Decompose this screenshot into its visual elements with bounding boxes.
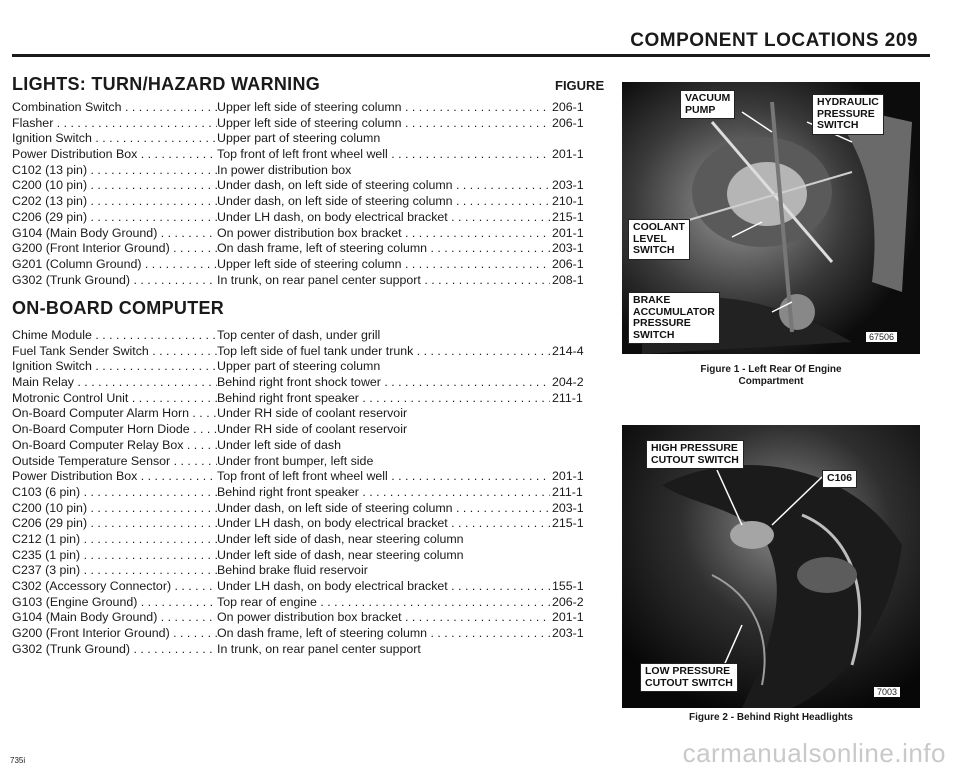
component-name: C202 (13 pin) . . .	[12, 194, 217, 210]
component-location: Top left side of fuel tank under trunk . . .	[217, 344, 550, 360]
component-name: On-Board Computer Relay Box . . .	[12, 438, 217, 454]
component-name: Flasher . . .	[12, 116, 217, 132]
component-name: Combination Switch . . .	[12, 100, 217, 116]
figure-reference: 201-1	[552, 147, 584, 162]
component-name: C206 (29 pin) . . .	[12, 516, 217, 532]
computer-entry	[12, 469, 602, 485]
component-name: Chime Module . . .	[12, 328, 217, 344]
component-location: Behind brake fluid reservoir	[217, 563, 550, 579]
page-title: COMPONENT LOCATIONS 209	[630, 30, 918, 51]
figure-1-caption: Figure 1 - Left Rear Of Engine Compartment	[700, 364, 842, 387]
figure-reference: 203-1	[552, 241, 584, 256]
lights-entry	[12, 226, 602, 242]
figure-reference: 203-1	[552, 500, 584, 515]
component-name: Motronic Control Unit . . .	[12, 391, 217, 407]
figure-2-caption: Figure 2 - Behind Right Headlights	[689, 712, 853, 723]
component-location: In trunk, on rear panel center support . . .	[217, 273, 550, 289]
component-location: Under LH dash, on body electrical bracket . . .	[217, 210, 550, 226]
watermark: carmanualsonline.info	[682, 738, 946, 768]
figure-column-heading: FIGURE	[555, 78, 605, 93]
lights-entry	[12, 210, 602, 226]
callout-vacuum-pump: VACUUM PUMP	[680, 90, 735, 119]
component-location: Top center of dash, under grill	[217, 328, 550, 344]
component-name: G103 (Engine Ground) . . .	[12, 595, 217, 611]
computer-entry	[12, 375, 602, 391]
callout-high-pressure-cutout-switch: HIGH PRESSURE CUTOUT SWITCH	[646, 440, 744, 469]
computer-entry	[12, 563, 602, 579]
component-name: C102 (13 pin) . . .	[12, 163, 217, 179]
callout-hydraulic-pressure-switch: HYDRAULIC PRESSURE SWITCH	[812, 94, 884, 135]
component-name: Fuel Tank Sender Switch . . .	[12, 344, 217, 360]
computer-entry	[12, 626, 602, 642]
lights-entry	[12, 241, 602, 257]
component-location: Upper left side of steering column . . .	[217, 116, 550, 132]
computer-entry	[12, 359, 602, 375]
figure-2-photo-number: 7003	[874, 687, 900, 697]
footer-model: 735i	[10, 756, 26, 765]
component-name: G200 (Front Interior Ground) . . .	[12, 241, 217, 257]
lights-entry	[12, 178, 602, 194]
component-name: C103 (6 pin) . . .	[12, 485, 217, 501]
figure-reference: 214-4	[552, 343, 584, 358]
callout-c106: C106	[822, 470, 857, 488]
figure-reference: 203-1	[552, 626, 584, 641]
component-name: C237 (3 pin) . . .	[12, 563, 217, 579]
figure-reference: 206-1	[552, 100, 584, 114]
component-name: C302 (Accessory Connector) . . .	[12, 579, 217, 595]
component-location: On dash frame, left of steering column . . .	[217, 626, 550, 642]
lights-entry	[12, 194, 602, 210]
component-location: Under dash, on left side of steering column . . .	[217, 178, 550, 194]
component-name: Power Distribution Box . . .	[12, 147, 217, 163]
section-title-computer: ON-BOARD COMPUTER	[12, 298, 225, 318]
computer-entry	[12, 501, 602, 517]
component-location: Upper part of steering column	[217, 131, 550, 147]
component-name: Ignition Switch . . .	[12, 131, 217, 147]
component-location: Behind right front speaker . . .	[217, 391, 550, 407]
figure-reference: 215-1	[552, 516, 584, 531]
component-name: Power Distribution Box . . .	[12, 469, 217, 485]
component-location: Under left side of dash, near steering column	[217, 548, 550, 564]
computer-entry	[12, 642, 602, 658]
figure-reference: 211-1	[552, 484, 583, 499]
component-name: On-Board Computer Horn Diode . . .	[12, 422, 217, 438]
component-name: C235 (1 pin) . . .	[12, 548, 217, 564]
lights-entry	[12, 131, 602, 147]
computer-entry	[12, 485, 602, 501]
header-rule	[12, 54, 930, 57]
component-location: Under dash, on left side of steering column . . .	[217, 194, 550, 210]
figure-reference: 204-2	[552, 375, 584, 390]
component-location: Upper left side of steering column . . .	[217, 100, 550, 116]
component-location: Upper part of steering column	[217, 359, 550, 375]
lights-entry	[12, 273, 602, 289]
lights-entry	[12, 116, 602, 132]
page-header	[0, 28, 960, 58]
component-name: Main Relay . . .	[12, 375, 217, 391]
component-location: Under front bumper, left side	[217, 454, 550, 470]
figure-reference: 210-1	[552, 194, 584, 209]
component-location: Under LH dash, on body electrical bracket . . .	[217, 579, 550, 595]
component-location: Behind right front speaker . . .	[217, 485, 550, 501]
computer-entry	[12, 548, 602, 564]
computer-entry	[12, 406, 602, 422]
figure-reference: 206-2	[552, 594, 584, 609]
component-location: Under LH dash, on body electrical bracket . . .	[217, 516, 550, 532]
section-title-lights: LIGHTS: TURN/HAZARD WARNING	[12, 74, 321, 94]
component-name: G302 (Trunk Ground) . . .	[12, 273, 217, 289]
callout-low-pressure-cutout-switch: LOW PRESSURE CUTOUT SWITCH	[640, 663, 738, 692]
computer-entry	[12, 438, 602, 454]
component-name: G104 (Main Body Ground) . . .	[12, 610, 217, 626]
figure-reference: 201-1	[552, 469, 584, 484]
component-location: In power distribution box	[217, 163, 550, 179]
computer-entry	[12, 610, 602, 626]
lights-entry	[12, 147, 602, 163]
component-location: Top front of left front wheel well . . .	[217, 147, 550, 163]
figure-1-photo	[622, 82, 920, 354]
component-location: Upper left side of steering column . . .	[217, 257, 550, 273]
component-name: G200 (Front Interior Ground) . . .	[12, 626, 217, 642]
computer-entry	[12, 516, 602, 532]
callout-coolant-level-switch: COOLANT LEVEL SWITCH	[628, 219, 690, 260]
component-location: Top front of left front wheel well . . .	[217, 469, 550, 485]
lights-entry	[12, 257, 602, 273]
computer-entry	[12, 391, 602, 407]
figure-1-photo-number: 67506	[866, 332, 897, 342]
component-name: C206 (29 pin) . . .	[12, 210, 217, 226]
figure-reference: 201-1	[552, 610, 584, 625]
lights-entry	[12, 163, 602, 179]
computer-entry-list	[12, 328, 602, 657]
computer-entry	[12, 344, 602, 360]
component-location: Under dash, on left side of steering column . . .	[217, 501, 550, 517]
figure-2-photo	[622, 425, 920, 708]
component-name: G302 (Trunk Ground) . . .	[12, 642, 217, 658]
lights-entry	[12, 100, 602, 116]
figure-reference: 208-1	[552, 272, 584, 287]
figure-reference: 206-1	[552, 115, 584, 130]
component-location: Under RH side of coolant reservoir	[217, 406, 550, 422]
component-name: G104 (Main Body Ground) . . .	[12, 226, 217, 242]
component-name: C212 (1 pin) . . .	[12, 532, 217, 548]
computer-entry	[12, 595, 602, 611]
callout-brake-accumulator-pressure-switch: BRAKE ACCUMULATOR PRESSURE SWITCH	[628, 292, 720, 344]
component-location: On power distribution box bracket . . .	[217, 226, 550, 242]
component-name: Ignition Switch . . .	[12, 359, 217, 375]
component-location: Behind right front shock tower . . .	[217, 375, 550, 391]
component-name: C200 (10 pin) . . .	[12, 178, 217, 194]
component-location: Under RH side of coolant reservoir	[217, 422, 550, 438]
component-name: C200 (10 pin) . . .	[12, 501, 217, 517]
component-name: G201 (Column Ground) . . .	[12, 257, 217, 273]
component-location: Under left side of dash	[217, 438, 550, 454]
component-location: On power distribution box bracket . . .	[217, 610, 550, 626]
component-location: Top rear of engine . . .	[217, 595, 550, 611]
figure-reference: 206-1	[552, 256, 584, 271]
component-location: In trunk, on rear panel center support	[217, 642, 550, 658]
figure-reference: 201-1	[552, 225, 584, 240]
component-name: On-Board Computer Alarm Horn . . .	[12, 406, 217, 422]
computer-entry	[12, 532, 602, 548]
lights-entry-list	[12, 100, 602, 288]
computer-entry	[12, 579, 602, 595]
figure-reference: 203-1	[552, 178, 584, 193]
figure-reference: 215-1	[552, 209, 584, 224]
component-location: Under left side of dash, near steering column	[217, 532, 550, 548]
computer-entry	[12, 454, 602, 470]
figure-reference: 155-1	[552, 579, 584, 593]
computer-entry	[12, 328, 602, 344]
figure-reference: 211-1	[552, 390, 583, 405]
computer-entry	[12, 422, 602, 438]
component-name: Outside Temperature Sensor . . .	[12, 454, 217, 470]
component-location: On dash frame, left of steering column . . .	[217, 241, 550, 257]
